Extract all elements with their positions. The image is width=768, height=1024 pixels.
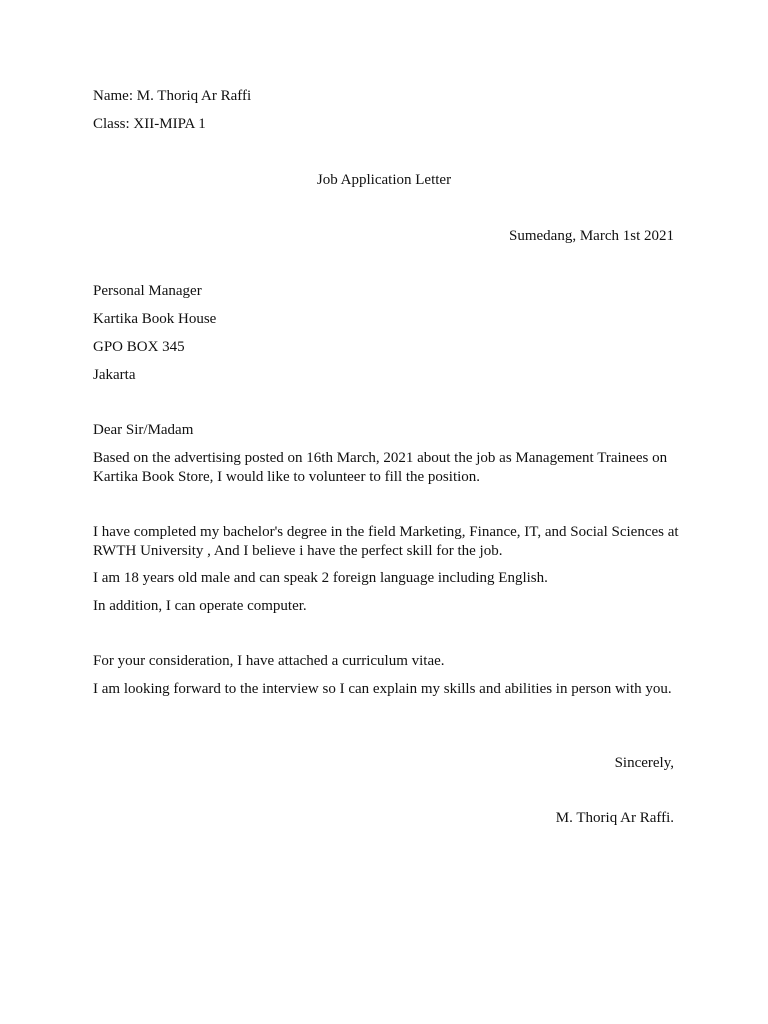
student-name: Name: M. Thoriq Ar Raffi: [93, 88, 252, 104]
recipient-company: Kartika Book House: [93, 311, 217, 327]
body-paragraph-6: I am looking forward to the interview so I can explain my skills and abilities in person with you.: [93, 681, 672, 697]
recipient-title: Personal Manager: [93, 283, 202, 299]
body-paragraph-2: I have completed my bachelor's degree in the field Marketing, Finance, IT, and Social Sciences at RWTH University , And I believe i have the perfect skill for the job.: [93, 524, 679, 559]
closing: Sincerely,: [614, 755, 674, 771]
body-paragraph-1: Based on the advertising posted on 16th March, 2021 about the job as Management Trainees on Kartika Book Store, I would like to volunteer to fill the position.: [93, 450, 668, 485]
letter-date: Sumedang, March 1st 2021: [509, 228, 674, 244]
body-paragraph-3: I am 18 years old male and can speak 2 foreign language including English.: [93, 570, 548, 586]
body-paragraph-4: In addition, I can operate computer.: [93, 598, 307, 614]
student-class: Class: XII-MIPA 1: [93, 116, 206, 132]
signature-name: M. Thoriq Ar Raffi.: [555, 810, 674, 826]
letter-title: Job Application Letter: [316, 172, 452, 188]
recipient-po-box: GPO BOX 345: [93, 339, 185, 355]
salutation: Dear Sir/Madam: [93, 422, 194, 438]
body-paragraph-5: For your consideration, I have attached a curriculum vitae.: [93, 653, 445, 669]
recipient-city: Jakarta: [93, 367, 136, 383]
